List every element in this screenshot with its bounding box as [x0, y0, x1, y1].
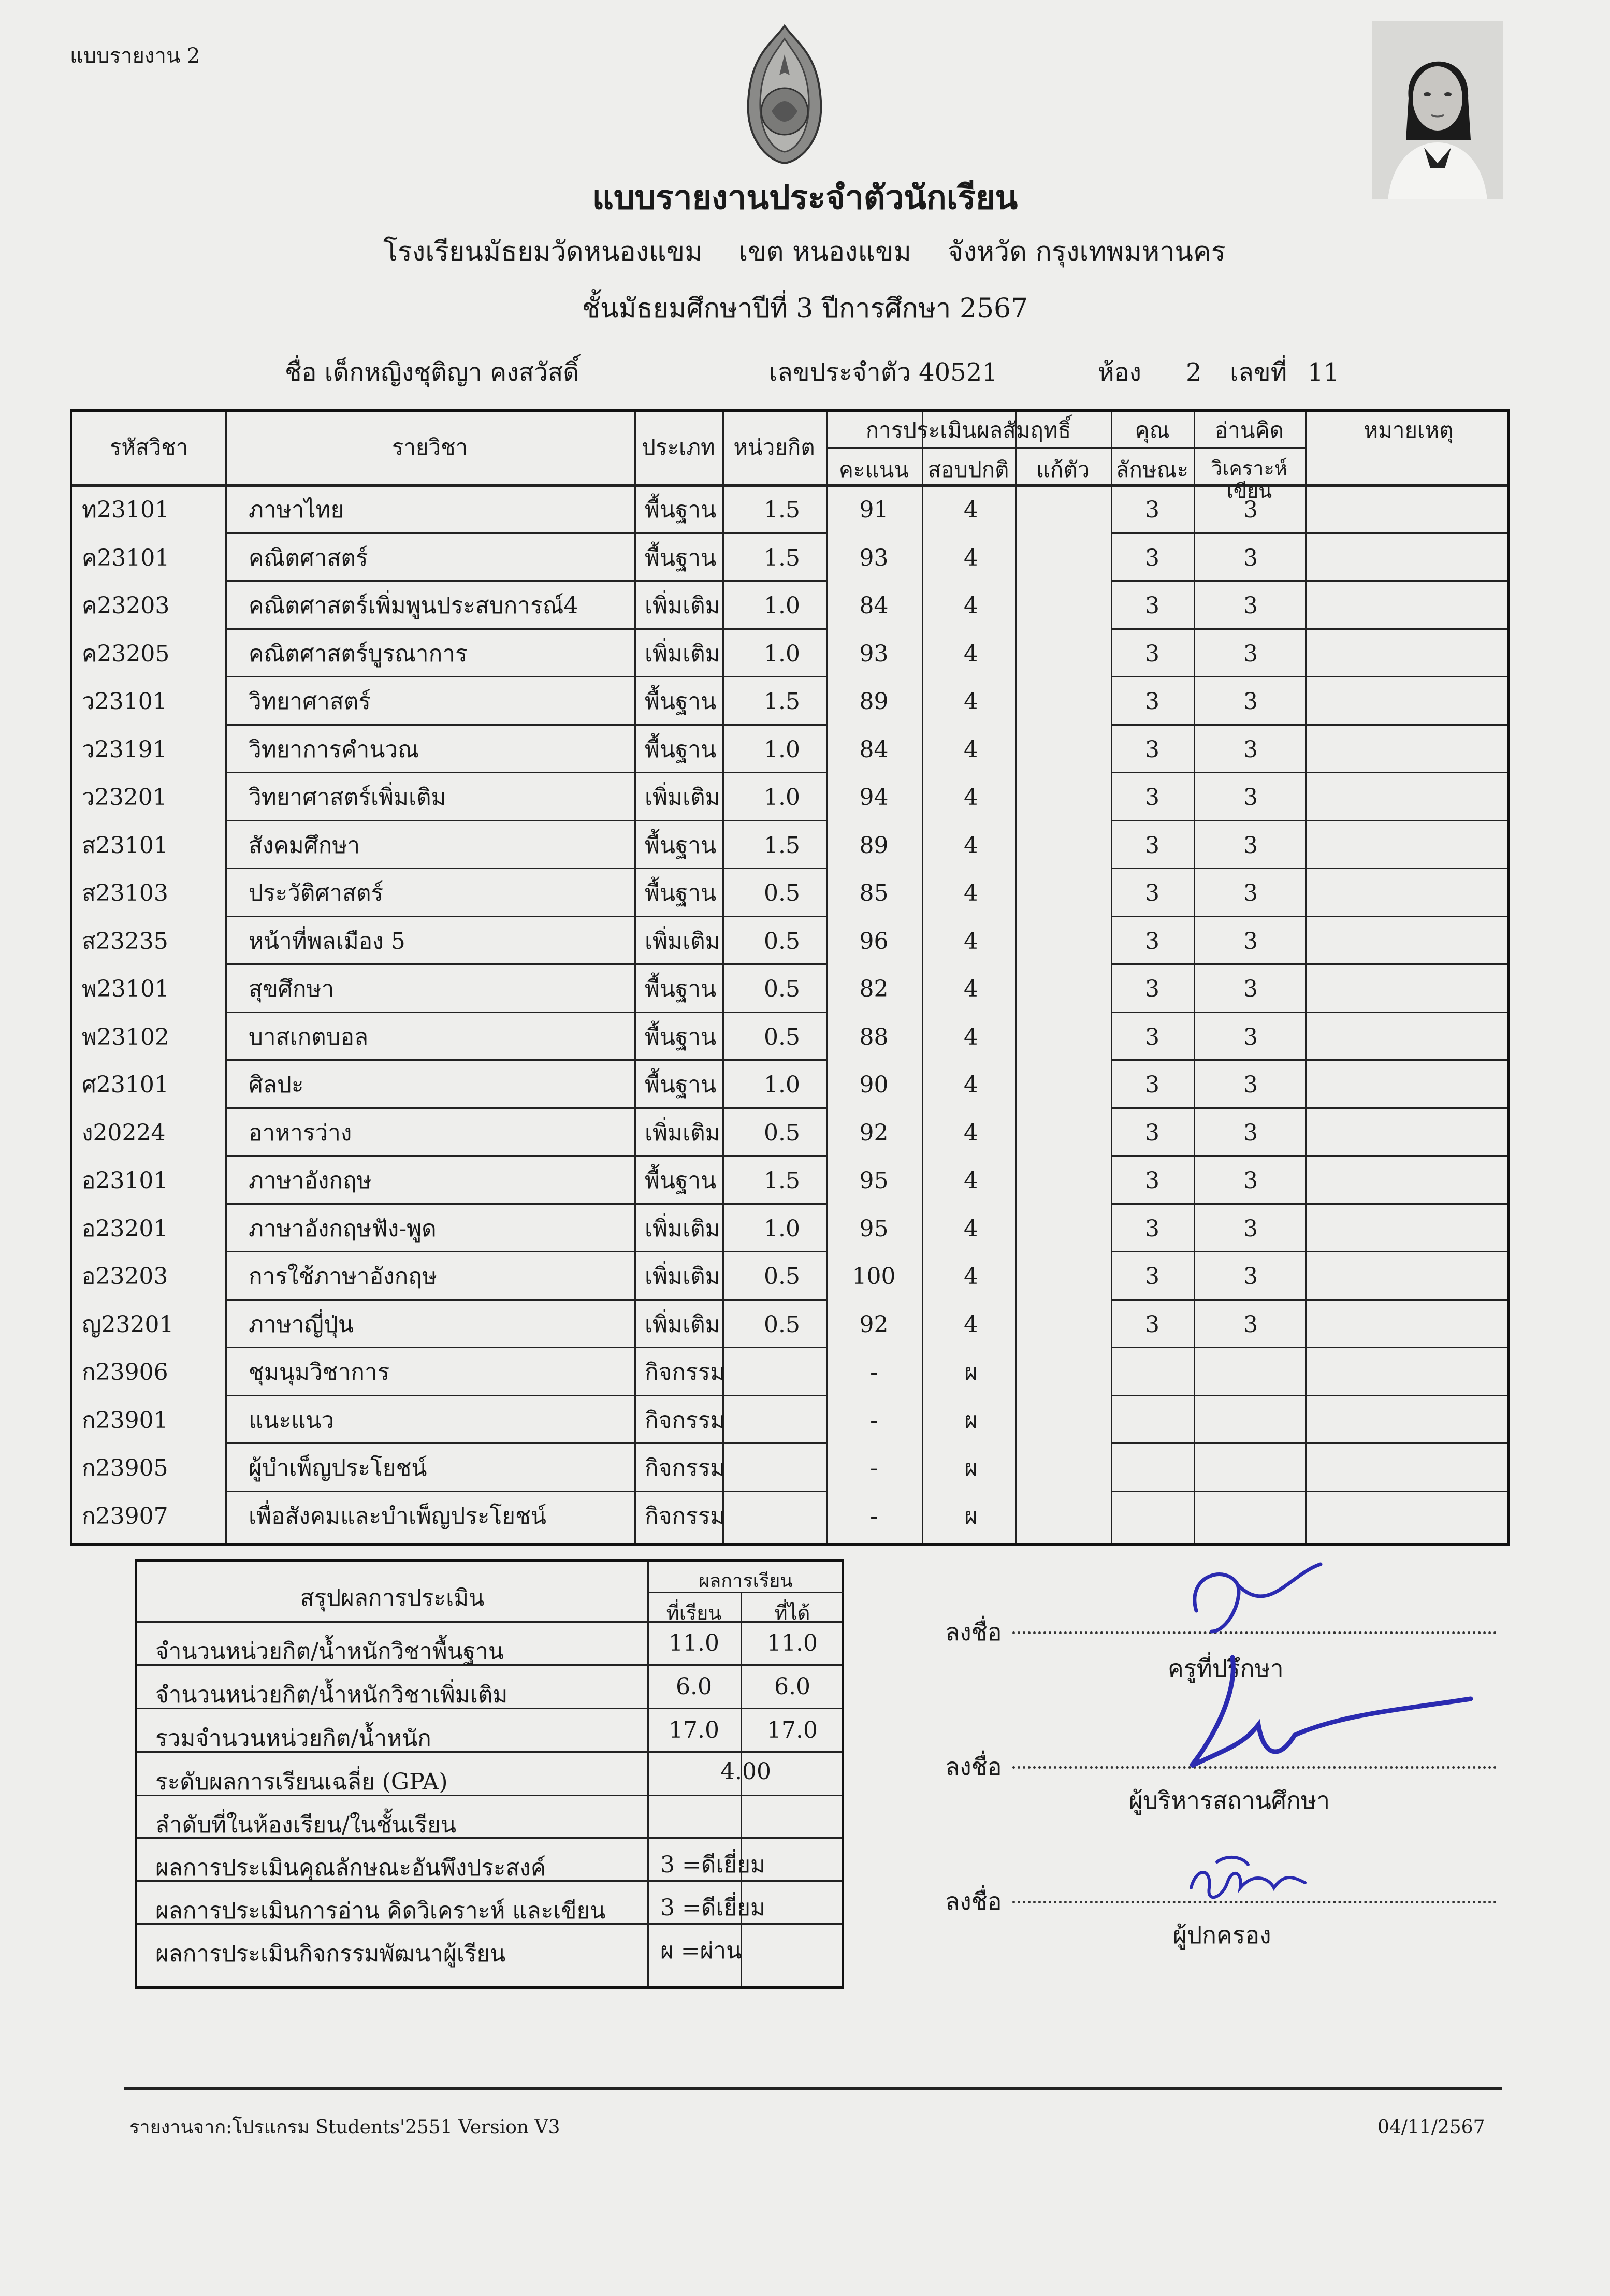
basic-credits-studied: 11.0	[669, 1630, 719, 1656]
character-result-label: ผลการประเมินคุณลักษณะอันพึงประสงค์	[155, 1855, 546, 1881]
row-character: 3	[1145, 593, 1159, 619]
school-line	[383, 238, 1262, 265]
table-row	[72, 916, 1512, 964]
row-normal: 4	[964, 928, 978, 955]
row-code: ว23201	[82, 784, 167, 811]
header-score: คะแนน	[838, 457, 909, 482]
row-character: 3	[1145, 1072, 1159, 1098]
row-reading: 3	[1243, 736, 1258, 763]
basic-credits-label: จำนวนหน่วยกิต/น้ำหนักวิชาพื้นฐาน	[155, 1638, 504, 1665]
table-row	[72, 1107, 1512, 1156]
table-row	[72, 1299, 1512, 1347]
row-normal: 4	[964, 880, 978, 906]
row-subject: วิทยาศาสตร์เพิ่มเติม	[249, 784, 446, 811]
row-type: เพิ่มเติม	[645, 1263, 720, 1290]
school-province: จังหวัด กรุงเทพมหานคร	[947, 236, 1226, 267]
row-character: 3	[1145, 784, 1159, 811]
row-score: -	[870, 1503, 878, 1529]
row-code: ท23101	[82, 497, 169, 523]
row-type: เพิ่มเติม	[645, 640, 720, 667]
row-reading: 3	[1243, 880, 1258, 906]
header-subject: รายวิชา	[391, 435, 468, 460]
row-character: 3	[1145, 1119, 1159, 1146]
total-credits-earned: 17.0	[767, 1717, 818, 1743]
table-row	[72, 1442, 1512, 1491]
row-credits: 0.5	[764, 976, 800, 1002]
row-type: พื้นฐาน	[645, 1072, 717, 1098]
row-type: กิจกรรม	[645, 1455, 726, 1481]
table-row	[72, 532, 1512, 581]
row-subject: คณิตศาสตร์เพิ่มพูนประสบการณ์4	[249, 593, 578, 619]
row-type: พื้นฐาน	[645, 544, 717, 571]
row-subject: คณิตศาสตร์บูรณาการ	[249, 640, 468, 667]
row-reading: 3	[1243, 544, 1258, 571]
advisor-role: ครูที่ปรึกษา	[1168, 1654, 1284, 1682]
row-type: กิจกรรม	[645, 1503, 726, 1529]
room-label: ห้อง	[1098, 358, 1141, 387]
row-type: เพิ่มเติม	[645, 1215, 720, 1242]
character-result-value: 3 =ดีเยี่ยม	[660, 1852, 766, 1878]
row-credits: 1.5	[764, 497, 800, 523]
row-code: ว23101	[82, 688, 167, 715]
row-subject: วิทยาศาสตร์	[249, 688, 371, 715]
reading-result-label: ผลการประเมินการอ่าน คิดวิเคราะห์ และเขียน	[155, 1898, 606, 1924]
row-code: อ23201	[82, 1215, 168, 1242]
table-row	[72, 1012, 1512, 1060]
row-subject: หน้าที่พลเมือง 5	[249, 928, 405, 955]
row-character: 3	[1145, 497, 1159, 523]
table-row	[72, 772, 1512, 820]
row-reading: 3	[1243, 593, 1258, 619]
gpa-label: ระดับผลการเรียนเฉลี่ย (GPA)	[155, 1769, 448, 1795]
activity-result-value: ผ =ผ่าน	[660, 1938, 742, 1964]
row-subject: คณิตศาสตร์	[249, 544, 368, 571]
row-credits: 0.5	[764, 1263, 800, 1290]
row-type: เพิ่มเติม	[645, 593, 720, 619]
row-credits: 1.0	[764, 784, 800, 811]
row-subject: อาหารว่าง	[249, 1119, 352, 1146]
summary-table	[135, 1559, 844, 1989]
row-code: ก23901	[82, 1407, 168, 1434]
row-score: -	[870, 1455, 878, 1481]
row-score: 89	[859, 832, 889, 859]
row-subject: การใช้ภาษาอังกฤษ	[249, 1263, 437, 1290]
document-title: แบบรายงานประจำตัวนักเรียน	[592, 178, 1018, 217]
row-character: 3	[1145, 1215, 1159, 1242]
header-character-top: คุณ	[1135, 417, 1170, 443]
row-code: ก23907	[82, 1503, 168, 1529]
extra-credits-earned: 6.0	[774, 1673, 810, 1700]
row-type: เพิ่มเติม	[645, 784, 720, 811]
row-reading: 3	[1243, 640, 1258, 667]
row-type: พื้นฐาน	[645, 688, 717, 715]
row-score: 88	[859, 1023, 889, 1050]
row-normal: 4	[964, 736, 978, 763]
gpa-value: 4.00	[720, 1758, 771, 1785]
room-value: 2	[1186, 358, 1202, 387]
header-reading-bottom: วิเคราะห์เขียน	[1211, 457, 1287, 502]
header-credits: หน่วยกิต	[733, 435, 815, 460]
row-normal: 4	[964, 784, 978, 811]
table-row	[72, 580, 1512, 628]
header-retake: แก้ตัว	[1036, 457, 1090, 482]
row-score: 85	[859, 880, 889, 906]
row-normal: ผ	[964, 1503, 978, 1529]
row-character: 3	[1145, 832, 1159, 859]
row-code: ก23905	[82, 1455, 168, 1481]
row-character: 3	[1145, 1023, 1159, 1050]
table-row	[72, 724, 1512, 772]
header-reading-top: อ่านคิด	[1215, 417, 1284, 443]
row-subject: สังคมศึกษา	[249, 832, 360, 859]
row-type: พื้นฐาน	[645, 736, 717, 763]
row-score: 94	[859, 784, 889, 811]
footer-date: 04/11/2567	[1377, 2117, 1485, 2138]
row-type: พื้นฐาน	[645, 976, 717, 1002]
summary-earned-header: ที่ได้	[774, 1601, 810, 1624]
summary-title: สรุปผลการประเมิน	[300, 1585, 485, 1611]
student-photo	[1372, 21, 1503, 199]
row-code: ส23235	[82, 928, 168, 955]
table-row	[72, 1251, 1512, 1299]
table-row	[72, 963, 1512, 1012]
row-normal: ผ	[964, 1407, 978, 1434]
row-code: ศ23101	[82, 1072, 169, 1098]
table-row	[72, 628, 1512, 676]
table-row	[72, 484, 1512, 532]
row-code: อ23203	[82, 1263, 168, 1290]
row-code: ค23205	[82, 640, 170, 667]
row-credits: 1.0	[764, 1215, 800, 1242]
row-reading: 3	[1243, 1167, 1258, 1194]
director-signature	[1176, 1647, 1476, 1777]
row-subject: ภาษาไทย	[249, 497, 344, 523]
parent-sign-prefix: ลงชื่อ	[945, 1887, 1002, 1915]
header-character-bottom: ลักษณะ	[1115, 457, 1189, 482]
extra-credits-label: จำนวนหน่วยกิต/น้ำหนักวิชาเพิ่มเติม	[155, 1682, 508, 1708]
row-reading: 3	[1243, 688, 1258, 715]
student-name: ชื่อ เด็กหญิงชุติญา คงสวัสดิ์	[285, 358, 579, 387]
row-code: ญ23201	[82, 1311, 174, 1338]
row-normal: 4	[964, 832, 978, 859]
row-subject: ประวัติศาสตร์	[249, 880, 384, 906]
header-code: รหัสวิชา	[109, 435, 188, 460]
number-label: เลขที่	[1230, 358, 1287, 387]
summary-studied-header: ที่เรียน	[666, 1601, 722, 1624]
number-value: 11	[1308, 358, 1340, 387]
row-reading: 3	[1243, 1023, 1258, 1050]
row-character: 3	[1145, 688, 1159, 715]
row-score: 100	[852, 1263, 896, 1290]
row-credits: 1.5	[764, 832, 800, 859]
row-reading: 3	[1243, 1215, 1258, 1242]
row-character: 3	[1145, 1311, 1159, 1338]
row-code: ค23203	[82, 593, 170, 619]
row-credits: 1.0	[764, 640, 800, 667]
row-credits: 0.5	[764, 1311, 800, 1338]
row-credits: 1.0	[764, 593, 800, 619]
row-normal: 4	[964, 593, 978, 619]
row-normal: 4	[964, 1215, 978, 1242]
row-score: 90	[859, 1072, 889, 1098]
row-subject: ภาษาอังกฤษ	[249, 1167, 372, 1194]
total-credits-studied: 17.0	[669, 1717, 719, 1743]
table-row	[72, 1203, 1512, 1251]
parent-role: ผู้ปกครอง	[1173, 1921, 1271, 1949]
header-normal: สอบปกติ	[927, 457, 1009, 482]
row-type: พื้นฐาน	[645, 1167, 717, 1194]
row-normal: ผ	[964, 1455, 978, 1481]
activity-result-label: ผลการประเมินกิจกรรมพัฒนาผู้เรียน	[155, 1941, 506, 1967]
row-normal: 4	[964, 544, 978, 571]
row-normal: 4	[964, 640, 978, 667]
advisor-sign-prefix: ลงชื่อ	[945, 1618, 1002, 1646]
grades-table	[70, 409, 1510, 1546]
row-normal: 4	[964, 1023, 978, 1050]
row-reading: 3	[1243, 1263, 1258, 1290]
row-character: 3	[1145, 928, 1159, 955]
row-score: 93	[859, 640, 889, 667]
row-normal: 4	[964, 1311, 978, 1338]
table-row	[72, 868, 1512, 916]
row-reading: 3	[1243, 976, 1258, 1002]
parent-signature	[1181, 1852, 1315, 1909]
row-score: -	[870, 1359, 878, 1385]
school-crest-logo	[741, 23, 829, 166]
row-score: 95	[859, 1215, 889, 1242]
row-type: กิจกรรม	[645, 1359, 726, 1385]
row-subject: วิทยาการคำนวณ	[249, 736, 419, 763]
row-credits: 0.5	[764, 928, 800, 955]
row-normal: 4	[964, 1263, 978, 1290]
row-type: พื้นฐาน	[645, 1023, 717, 1050]
row-subject: เพื่อสังคมและบำเพ็ญประโยชน์	[249, 1503, 546, 1529]
row-reading: 3	[1243, 928, 1258, 955]
row-type: พื้นฐาน	[645, 832, 717, 859]
table-row	[72, 1059, 1512, 1107]
header-type: ประเภท	[642, 435, 715, 460]
student-info-line	[0, 360, 1610, 396]
row-type: เพิ่มเติม	[645, 1311, 720, 1338]
row-subject: สุขศึกษา	[249, 976, 335, 1002]
total-credits-label: รวมจำนวนหน่วยกิต/น้ำหนัก	[155, 1725, 431, 1752]
row-normal: 4	[964, 976, 978, 1002]
row-character: 3	[1145, 1167, 1159, 1194]
school-district: เขต หนองแขม	[738, 236, 911, 267]
student-id: เลขประจำตัว 40521	[769, 358, 998, 387]
row-code: พ23102	[82, 1023, 169, 1050]
row-character: 3	[1145, 1263, 1159, 1290]
row-reading: 3	[1243, 1072, 1258, 1098]
header-achievement: การประเมินผลสัมฤทธิ์	[865, 417, 1071, 443]
row-normal: 4	[964, 1072, 978, 1098]
director-role: ผู้บริหารสถานศึกษา	[1129, 1786, 1330, 1814]
table-row	[72, 1347, 1512, 1395]
school-name: โรงเรียนมัธยมวัดหนองแขม	[383, 236, 703, 267]
row-subject: ชุมนุมวิชาการ	[249, 1359, 390, 1385]
row-subject: ภาษาอังกฤษฟัง-พูด	[249, 1215, 437, 1242]
row-type: เพิ่มเติม	[645, 1119, 720, 1146]
row-code: ส23103	[82, 880, 168, 906]
row-normal: 4	[964, 688, 978, 715]
row-score: 84	[859, 736, 889, 763]
row-character: 3	[1145, 544, 1159, 571]
table-row	[72, 820, 1512, 868]
basic-credits-earned: 11.0	[767, 1630, 818, 1656]
header-remark: หมายเหตุ	[1364, 417, 1454, 443]
row-score: 92	[859, 1311, 889, 1338]
row-reading: 3	[1243, 784, 1258, 811]
table-row	[72, 1491, 1512, 1539]
row-code: ค23101	[82, 544, 170, 571]
advisor-signature	[1165, 1554, 1331, 1657]
row-score: 93	[859, 544, 889, 571]
row-credits: 1.0	[764, 736, 800, 763]
row-subject: บาสเกตบอล	[249, 1023, 369, 1050]
footer-rule	[124, 2087, 1502, 2090]
row-character: 3	[1145, 880, 1159, 906]
row-credits: 1.0	[764, 1072, 800, 1098]
rank-label: ลำดับที่ในห้องเรียน/ในชั้นเรียน	[155, 1812, 457, 1838]
row-reading: 3	[1243, 832, 1258, 859]
row-code: ง20224	[82, 1119, 166, 1146]
row-credits: 1.5	[764, 688, 800, 715]
row-subject: ศิลปะ	[249, 1072, 304, 1098]
row-type: พื้นฐาน	[645, 497, 717, 523]
row-code: ว23191	[82, 736, 167, 763]
row-credits: 1.5	[764, 1167, 800, 1194]
row-code: พ23101	[82, 976, 169, 1002]
row-normal: 4	[964, 497, 978, 523]
row-reading: 3	[1243, 497, 1258, 523]
row-subject: ภาษาญี่ปุ่น	[249, 1311, 354, 1338]
row-reading: 3	[1243, 1119, 1258, 1146]
reading-result-value: 3 =ดีเยี่ยม	[660, 1895, 766, 1921]
grade-year-line: ชั้นมัธยมศึกษาปีที่ 3 ปีการศึกษา 2567	[582, 293, 1028, 324]
summary-results-header: ผลการเรียน	[699, 1570, 793, 1592]
row-score: 92	[859, 1119, 889, 1146]
row-type: เพิ่มเติม	[645, 928, 720, 955]
row-subject: ผู้บำเพ็ญประโยชน์	[249, 1455, 427, 1481]
row-credits: 0.5	[764, 880, 800, 906]
row-code: ส23101	[82, 832, 168, 859]
table-row	[72, 1155, 1512, 1203]
extra-credits-studied: 6.0	[676, 1673, 712, 1700]
row-type: พื้นฐาน	[645, 880, 717, 906]
row-subject: แนะแนว	[249, 1407, 335, 1434]
row-credits: 0.5	[764, 1023, 800, 1050]
row-type: กิจกรรม	[645, 1407, 726, 1434]
row-score: -	[870, 1407, 878, 1434]
row-code: ก23906	[82, 1359, 168, 1385]
row-score: 84	[859, 593, 889, 619]
row-normal: 4	[964, 1167, 978, 1194]
row-credits: 0.5	[764, 1119, 800, 1146]
row-credits: 1.5	[764, 544, 800, 571]
row-normal: 4	[964, 1119, 978, 1146]
row-score: 95	[859, 1167, 889, 1194]
row-score: 91	[859, 497, 889, 523]
row-character: 3	[1145, 736, 1159, 763]
row-normal: ผ	[964, 1359, 978, 1385]
row-character: 3	[1145, 976, 1159, 1002]
director-sign-prefix: ลงชื่อ	[945, 1753, 1002, 1781]
row-score: 89	[859, 688, 889, 715]
table-row	[72, 676, 1512, 724]
footer-source: รายงานจาก:โปรแกรม Students'2551 Version V3	[129, 2117, 560, 2138]
row-character: 3	[1145, 640, 1159, 667]
table-row	[72, 1395, 1512, 1443]
form-code: แบบรายงาน 2	[70, 44, 200, 68]
row-code: อ23101	[82, 1167, 168, 1194]
row-score: 96	[859, 928, 889, 955]
row-reading: 3	[1243, 1311, 1258, 1338]
row-score: 82	[859, 976, 889, 1002]
